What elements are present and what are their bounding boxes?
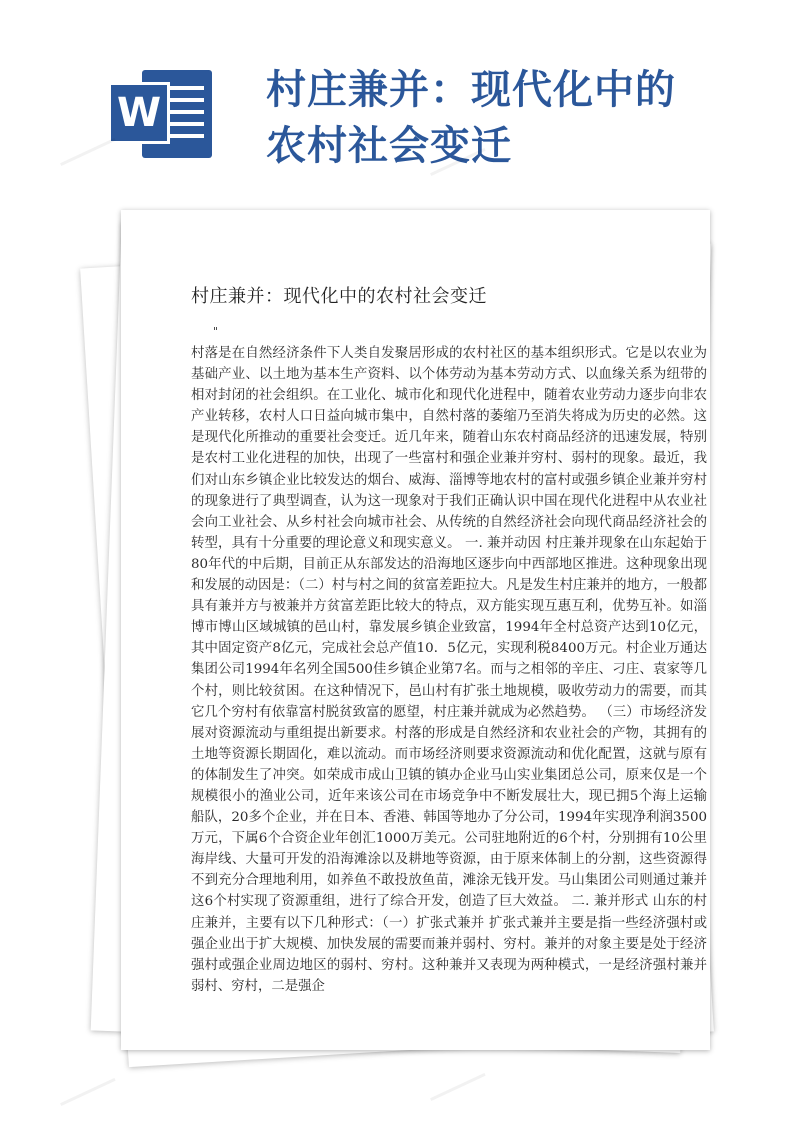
page-title: [266, 62, 766, 174]
page-title-line-1: 村庄兼并：现代化中的: [266, 67, 676, 113]
watermark: [60, 1078, 120, 1115]
document-page: [121, 210, 710, 1050]
quote-mark: ": [213, 325, 219, 338]
watermark: [430, 1073, 490, 1110]
word-app-icon: [108, 68, 216, 160]
word-letter-badge: W: [108, 82, 170, 144]
document-body: 村落是在自然经济条件下人类自发聚居形成的农村社区的基本组织形式。它是以农业为基础产业、以土地为基本生产资料、以个体劳动为基本劳动方式、以血缘关系为纽带的相对封闭的社会组织。在工业化、城市化和现代化进程中，随着农业劳动力逐步向非农产业转移，农村人口日益向城市集中，自然村落的萎缩乃至消失将成为历史的必然。这是现代化所推动的重要社会变迁。近几年来，随着山东农村商品经济的迅速发展，特别是农村工业化进程的加快，出现了一些富村和强企业兼并穷村、弱村的现象。最近，我们对山东乡镇企业比较发达的烟台、威海、淄博等地农村的富村或强乡镇企业兼并穷村的现象进行了典型调查，认为这一现象对于我们正确认识中国在现代化进程中从农业社会向工业社会、从乡村社会向城市社会、从传统的自然经济社会向现代商品经济社会的转型，具有十分重要的理论意义和现实意义。 一. 兼并动因 村庄兼并现象在山东起始于80年代的中后期，目前正从东部发达的沿海地区逐步向中西部地区推进。这种现象出现和发展的动因是：（二）村与村之间的贫富差距拉大。凡是发生村庄兼并的地方，一般都具有兼并方与被兼并方贫富差距比较大的特点，双方能实现互惠互利，优势互补。如淄博市博山区域城镇的邑山村，靠发展乡镇企业致富，1994年全村总资产达到10亿元，其中固定资产8亿元，完成社会总产值10．5亿元，实现利税8400万元。村企业万通达集团公司1994年名列全国500佳乡镇企业第7名。而与之相邻的辛庄、刁庄、袁家等几个村，则比较贫困。在这种情况下，邑山村有扩张土地规模，吸收劳动力的需要，而其它几个穷村有依靠富村脱贫致富的愿望，村庄兼并就成为必然趋势。 （三）市场经济发展对资源流动与重组提出新要求。村落的形成是自然经济和农业社会的产物，其拥有的土地等资源长期固化，难以流动。而市场经济则要求资源流动和优化配置，这就与原有的体制发生了冲突。如荣成市成山卫镇的镇办企业马山实业集团总公司，原来仅是一个规模很小的渔业公司，近年来该公司在市场竞争中不断发展壮大，现已拥5个海上运输船队，20多个企业，并在日本、香港、韩国等地办了分公司，1994年实现净利润3500万元，下属6个合资企业年创汇1000万美元。公司驻地附近的6个村，分别拥有10公里海岸线、大量可开发的沿海滩涂以及耕地等资源，由于原来体制上的分割，这些资源得不到充分合理地利用，如养鱼不敢投放鱼苗，滩涂无钱开发。马山集团公司则通过兼并这6个村实现了资源重组，进行了综合开发，创造了巨大效益。 二. 兼并形式 山东的村庄兼并，主要有以下几种形式：（一）扩张式兼并 扩张式兼并主要是指一些经济强村或强企业出于扩大规模、加快发展的需要而兼并弱村、穷村。兼并的对象主要是处于经济强村或强企业周边地区的弱村、穷村。这种兼并又表现为两种模式，一是经济强村兼并弱村、穷村，二是强企: [191, 346, 707, 994]
page-title-line-2: 农村社会变迁: [266, 123, 512, 169]
document-title: 村庄兼并：现代化中的农村社会变迁: [191, 286, 487, 307]
